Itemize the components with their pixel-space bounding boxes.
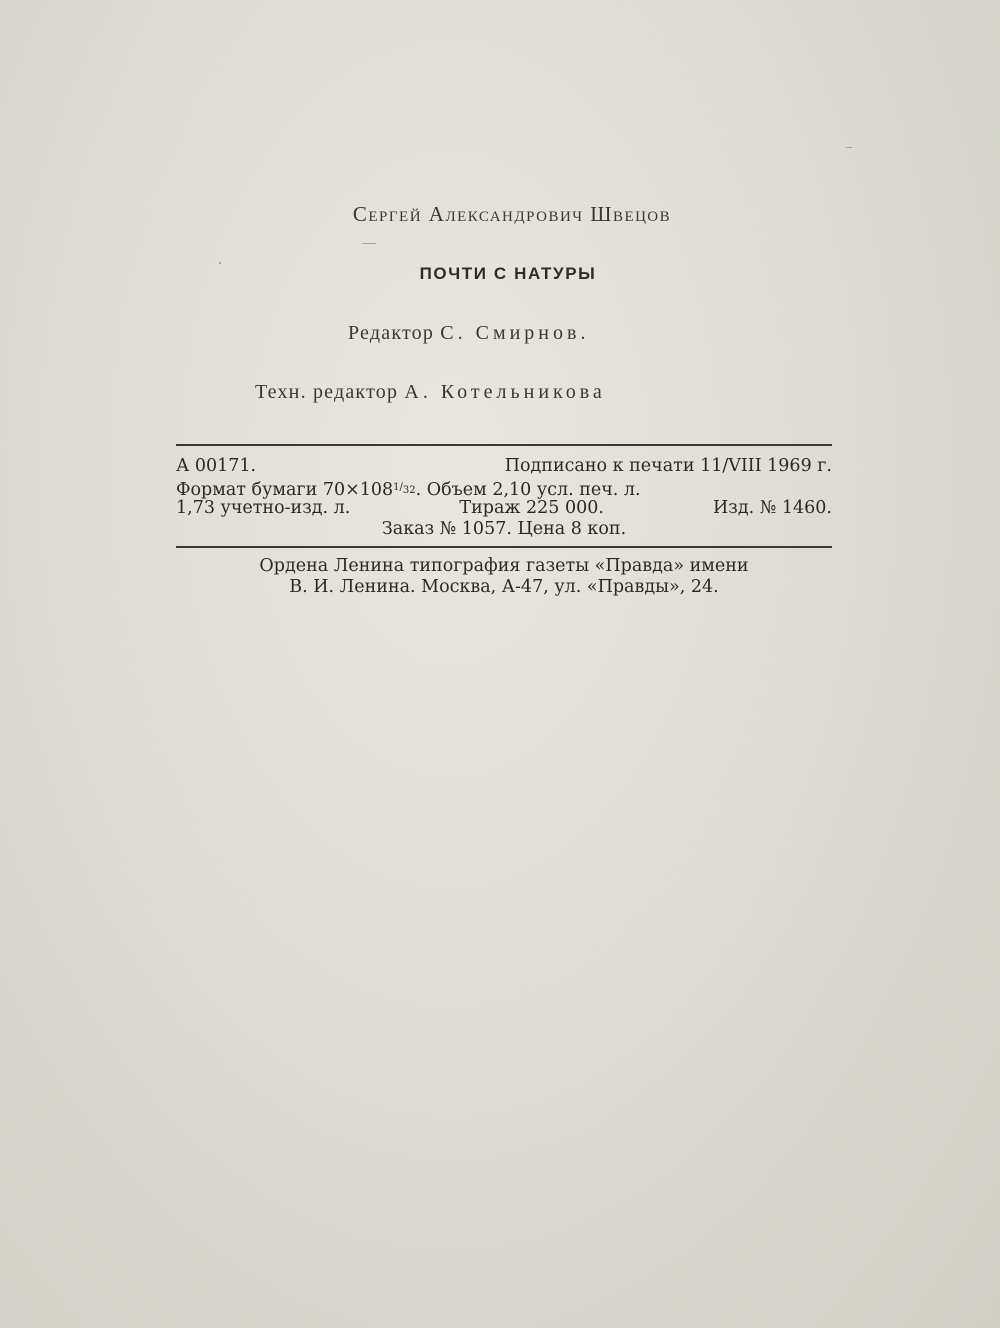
divider-bottom	[176, 546, 832, 548]
imprint-format-text: Формат бумаги 70×108	[176, 480, 394, 500]
imprint-code: А 00171.	[176, 456, 257, 476]
book-title: ПОЧТИ С НАТУРЫ	[419, 264, 597, 283]
paper-speck	[219, 262, 221, 264]
imprint-block	[176, 456, 832, 540]
imprint-signed: Подписано к печати 11/VIII 1969 г.	[504, 456, 832, 476]
imprint-edition-number: Изд. № 1460.	[713, 498, 832, 518]
printer-name: Ордена Ленина типография газеты «Правда» имени	[259, 556, 749, 576]
editor-line	[348, 322, 589, 345]
imprint-line-1	[176, 456, 832, 477]
tech-editor-label: Техн. редактор	[255, 381, 399, 403]
imprint-sheets: 1,73 учетно-изд. л.	[176, 498, 351, 518]
watermark: www.ay.by	[937, 1308, 992, 1320]
author-name: Сергей Александрович Швецов	[352, 202, 672, 226]
imprint-order-price: Заказ № 1057. Цена 8 коп.	[381, 519, 627, 539]
printer-address: В. И. Ленина. Москва, А-47, ул. «Правды», 24.	[289, 577, 719, 597]
printer-line-2	[176, 577, 832, 598]
imprint-print-run: Тираж 225 000.	[459, 498, 604, 518]
printer-block	[176, 556, 832, 598]
paper-speck	[846, 147, 852, 148]
paper-speck	[362, 243, 376, 244]
printer-line-1	[176, 556, 832, 577]
tech-editor-line	[255, 381, 606, 404]
imprint-line-2	[176, 477, 832, 498]
imprint-line-3	[176, 498, 832, 519]
fraction-numerator: 1	[393, 482, 400, 493]
imprint-format	[176, 477, 641, 498]
editor-name: С. Смирнов.	[440, 322, 590, 344]
format-fraction: 1/32	[393, 482, 416, 496]
imprint-line-4	[176, 519, 832, 540]
divider-top	[176, 444, 832, 446]
tech-editor-name: А. Котельникова	[404, 381, 606, 403]
imprint-volume: . Объем 2,10 усл. печ. л.	[415, 480, 641, 500]
fraction-denominator: 32	[402, 485, 416, 496]
editor-label: Редактор	[348, 322, 435, 344]
